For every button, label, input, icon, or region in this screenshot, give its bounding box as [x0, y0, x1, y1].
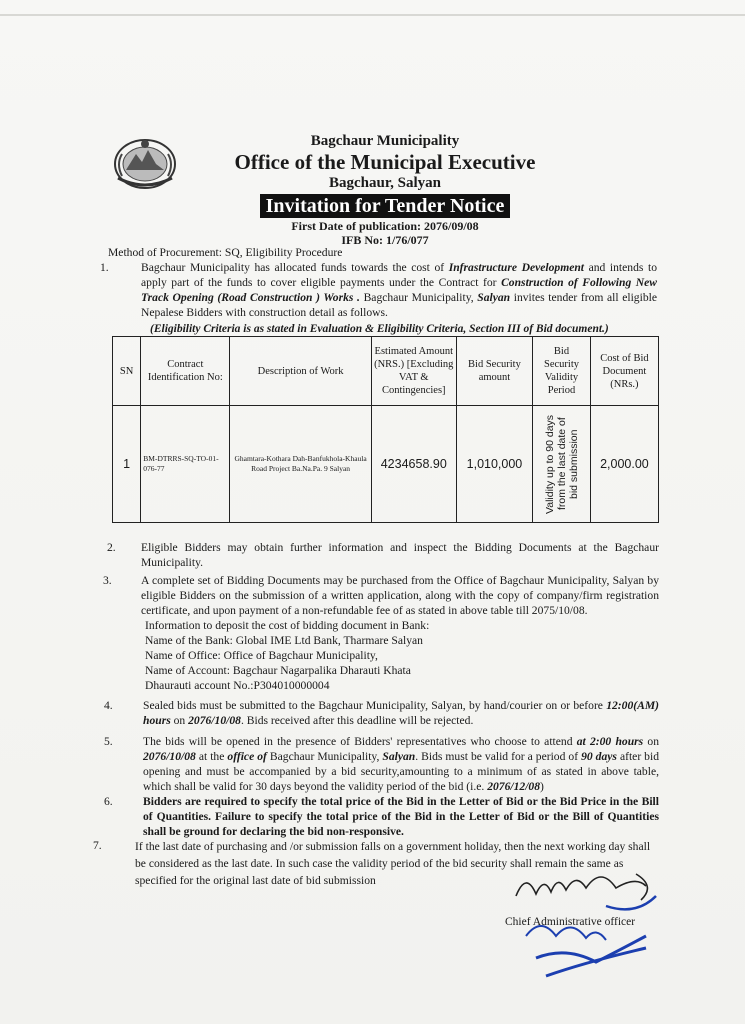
publication-date: First Date of publication: 2076/09/08 — [291, 219, 479, 233]
tender-table — [112, 336, 659, 523]
account-name: Name of Account: Bagchaur Nagarpalika Dharauti Khata — [145, 664, 411, 677]
cell-validity: Validity up to 90 days from the last date of bid submission — [543, 414, 580, 514]
office-name: Name of Office: Office of Bagchaur Municipality, — [145, 649, 378, 662]
cell-validity-wrap — [533, 406, 591, 523]
paper-crease — [0, 14, 745, 16]
item-6-text: Bidders are required to specify the total price of the Bid in the Letter of Bid or the Bid Price in the Bill of Quantities. Failure to specify the total price of the Bid in the Letter of Bid or the Bill of Quantities shall be ground for declaring the bid non-responsive. — [143, 795, 659, 838]
signatory-title: Chief Administrative officer — [505, 916, 636, 928]
item-number: 6. — [104, 795, 113, 808]
notice-banner: Invitation for Tender Notice — [260, 194, 511, 218]
col-sn: SN — [113, 337, 141, 406]
item-7-text: If the last date of purchasing and /or submission falls on a government holiday, then the next working day shall be considered as the last date. In such case the validity period of the bid security shall remain the same as specified for the original last date of bid submission — [135, 840, 651, 887]
office-title: Office of the Municipal Executive — [234, 150, 536, 174]
table-header-row — [113, 337, 659, 406]
bank-intro: Information to deposit the cost of bidding document in Bank: — [145, 619, 430, 632]
cell-amount: 4234658.90 — [371, 406, 456, 523]
col-bid-security: Bid Security amount — [456, 337, 533, 406]
col-validity: Bid Security Validity Period — [533, 337, 591, 406]
item-number: 2. — [107, 541, 116, 554]
item-number: 4. — [104, 699, 113, 712]
item-1-text: Bagchaur Municipality has allocated funds towards the cost of Infrastructure Development and intends to apply part of the funds to cover eligible payments under the Contract for Construction of Following New Track Opening (Road Construction ) Works . Bagchaur Municipality, Salyan invites tender from all eligible Nepalese Bidders with construction detail as follows. — [141, 261, 658, 319]
item-5-text: The bids will be opened in the presence of Bidders' representatives who choose to attend at 2:00 hours on 2076/10/08 at the office of Bagchaur Municipality, Salyan. Bids must be valid for a period of 90 days after bid opening and must be accompanied by a bid security,amounting to a minimum of as stated in above table, which shall be valid for 30 days beyond the validity period of the bid (i.e. 2076/12/08) — [143, 735, 659, 793]
bank-name: Name of the Bank: Global IME Ltd Bank, Tharmare Salyan — [145, 634, 423, 647]
procurement-method: Method of Procurement: SQ, Eligibility Procedure — [108, 246, 343, 259]
table-row — [113, 406, 659, 523]
item-number: 5. — [104, 735, 113, 748]
cell-security: 1,010,000 — [456, 406, 533, 523]
col-contract-id: Contract Identification No: — [141, 337, 230, 406]
cell-description: Ghamtara-Kothara Dah-Banfukhola-Khaula Road Project Ba.Na.Pa. 9 Salyan — [230, 406, 371, 523]
item-2-text: Eligible Bidders may obtain further information and inspect the Bidding Documents at the Bagchaur Municipality. — [141, 541, 659, 569]
item-number: 3. — [103, 574, 112, 587]
ifb-number: IFB No: 1/76/077 — [341, 233, 429, 247]
emblem-icon — [112, 134, 178, 192]
item-number: 1. — [100, 261, 109, 274]
item-4-text: Sealed bids must be submitted to the Bagchaur Municipality, Salyan, by hand/courier on or before 12:00(AM) hours on 2076/10/08. Bids received after this deadline will be rejected. — [143, 699, 659, 727]
place-name: Bagchaur, Salyan — [329, 175, 441, 191]
criteria-note: (Eligibility Criteria is as stated in Evaluation & Eligibility Criteria, Section III of Bid document.) — [150, 323, 609, 335]
document-header — [180, 132, 590, 247]
col-description: Description of Work — [230, 337, 371, 406]
cell-contract-id: BM-DTRRS-SQ-TO-01-076-77 — [141, 406, 230, 523]
account-number: Dhaurauti account No.:P304010000004 — [145, 679, 330, 692]
cell-sn: 1 — [113, 406, 141, 523]
col-cost: Cost of Bid Document (NRs.) — [590, 337, 658, 406]
municipality-name: Bagchaur Municipality — [310, 133, 460, 149]
cell-cost: 2,000.00 — [590, 406, 658, 523]
item-number: 7. — [93, 839, 102, 852]
item-3-text: A complete set of Bidding Documents may be purchased from the Office of Bagchaur Municipality, Salyan by eligible Bidders on the submission of a written application, along with the copy of company/firm registration certificate, and upon payment of a non-refundable fee of as stated in above table till 2075/10/08. — [141, 574, 659, 617]
col-estimated-amount: Estimated Amount (NRS.) [Excluding VAT & Contingencies] — [371, 337, 456, 406]
